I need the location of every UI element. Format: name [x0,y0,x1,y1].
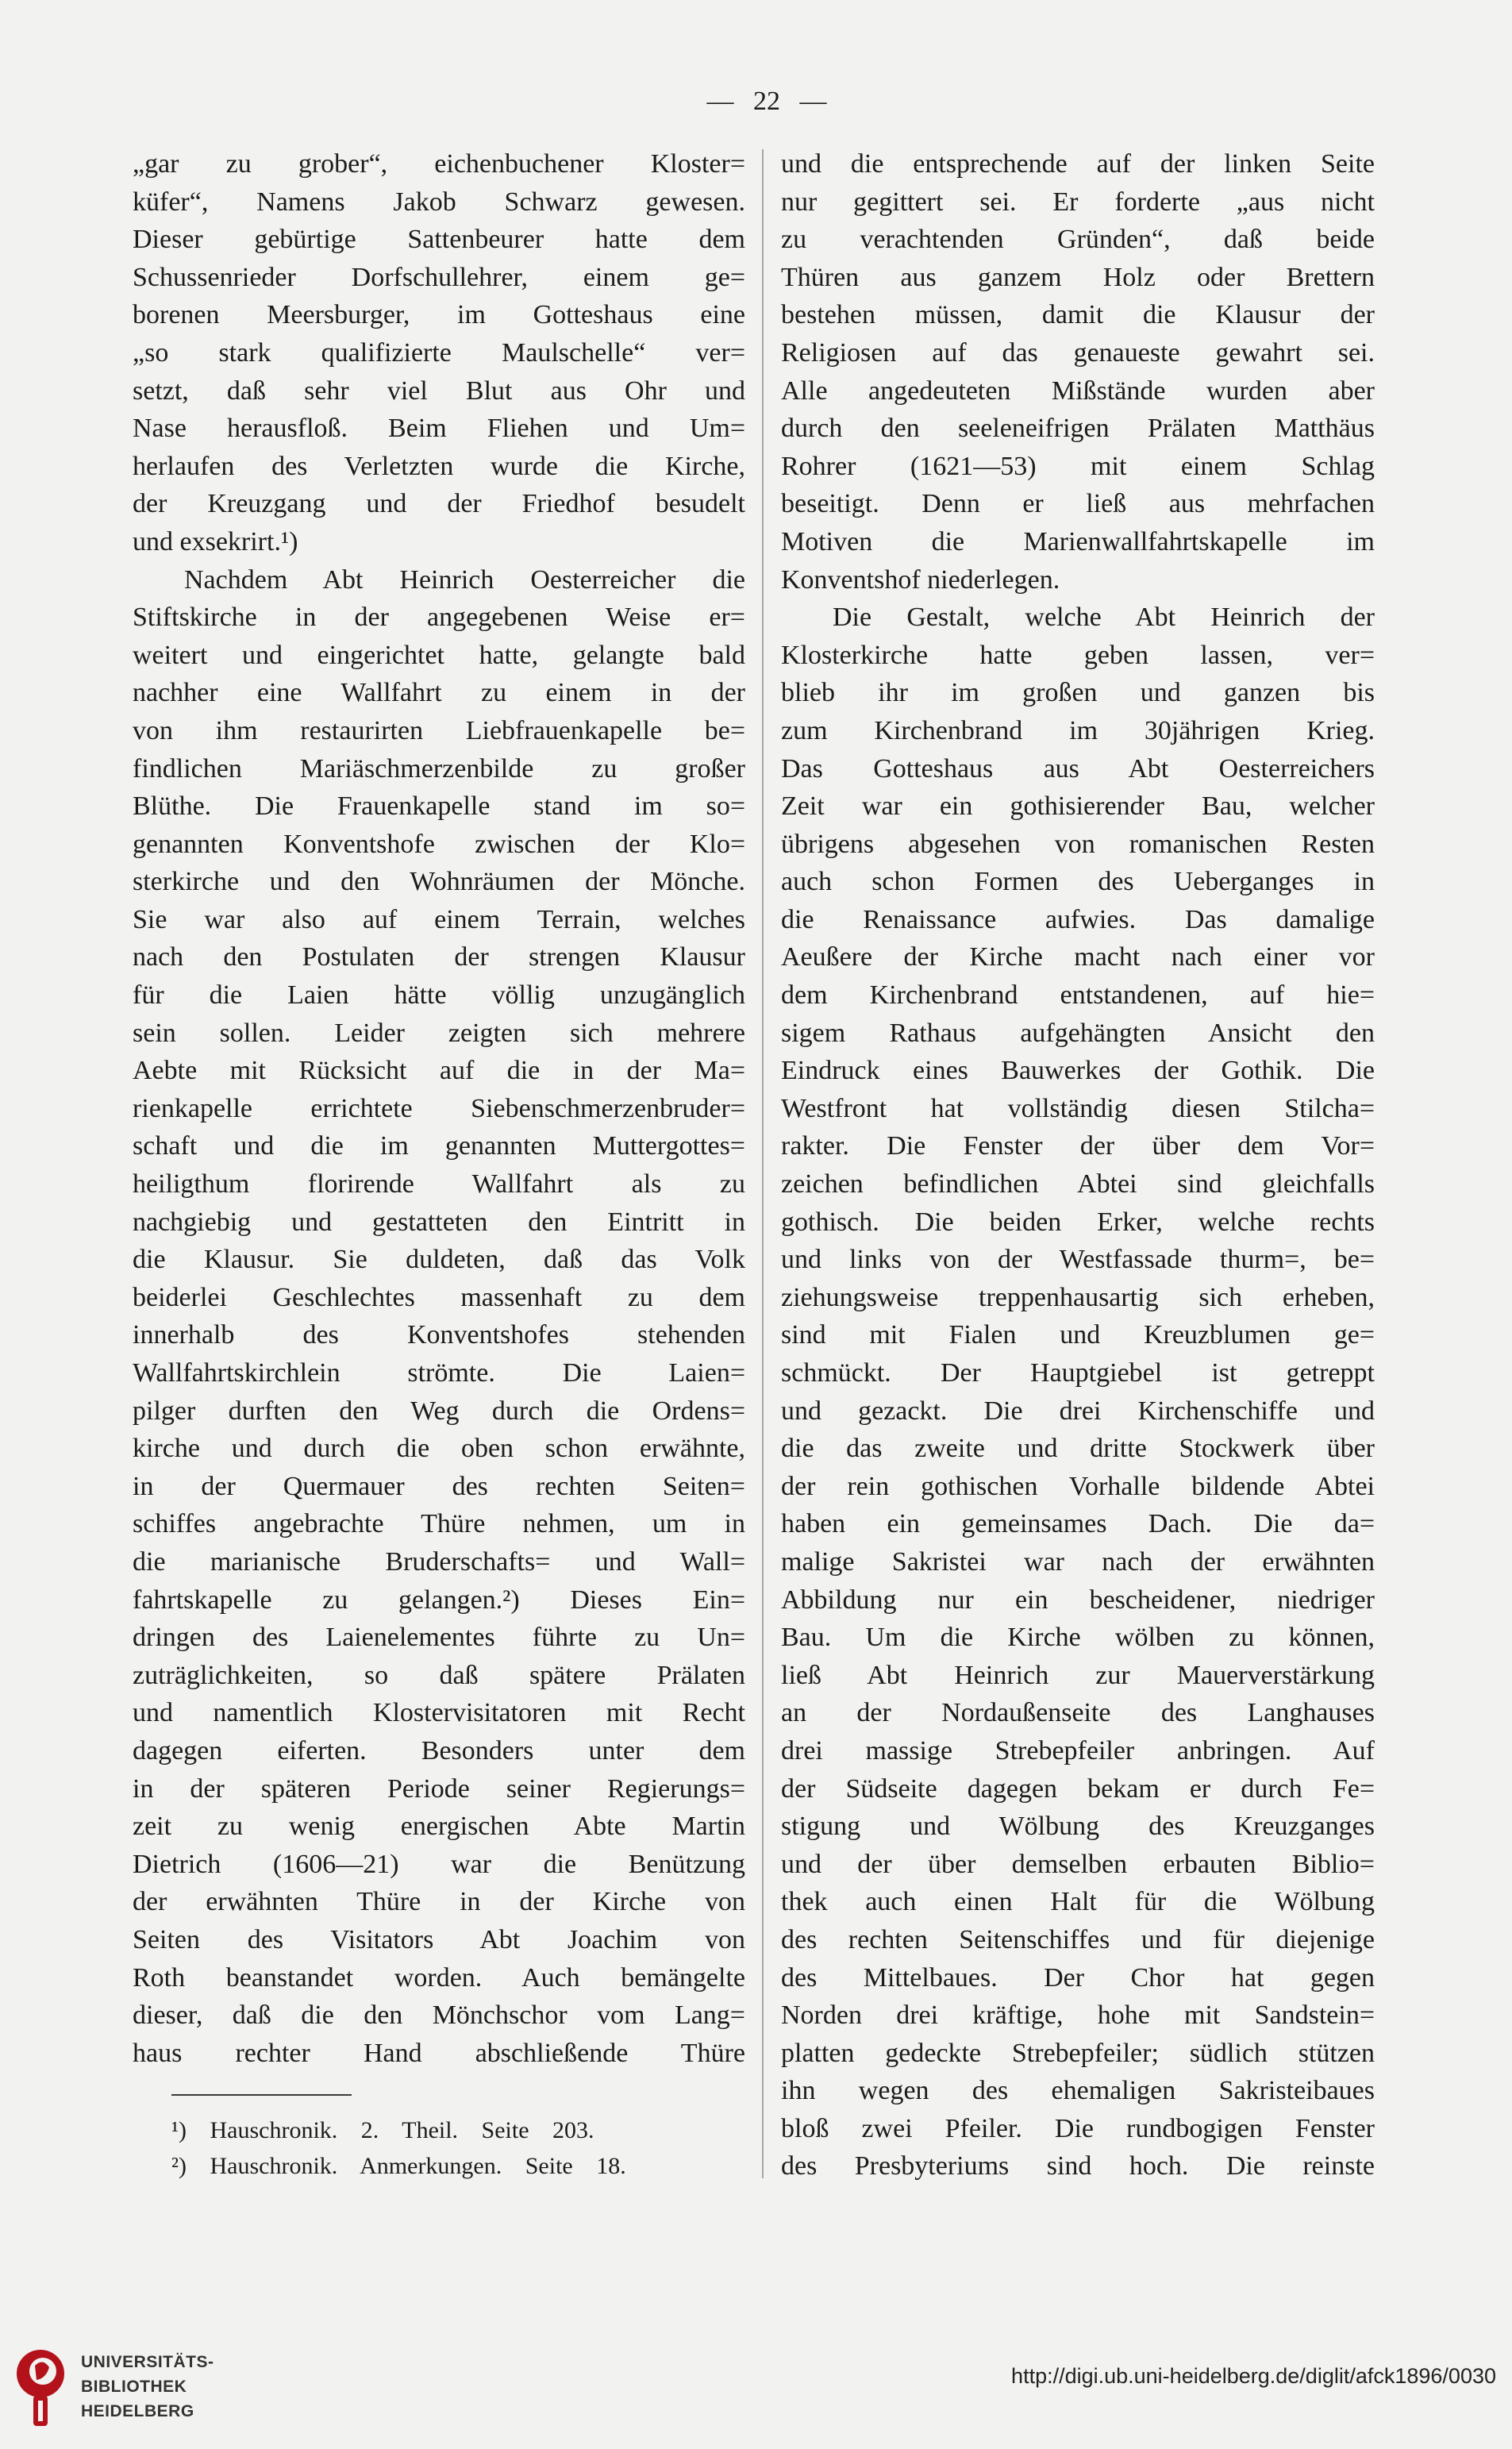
footnote-rule [171,2094,352,2096]
text-line: die Klausur. Sie duldeten, daß das Volk [133,1245,745,1275]
text-line: nachher eine Wallfahrt zu einem in der [133,678,745,708]
text-line: Dieser gebürtige Sattenbeurer hatte dem [133,225,745,255]
text-line: des Presbyteriums sind hoch. Die reinste [781,2151,1375,2181]
text-line: Religiosen auf das genaueste gewahrt sei. [781,337,1375,368]
text-line: und exsekrirt.¹) [133,526,298,556]
text-line: die Renaissance aufwies. Das damalige [781,904,1375,934]
text-line: dagegen eiferten. Besonders unter dem [133,1735,745,1766]
column-divider [762,149,764,2178]
text-line: von ihm restaurirten Liebfrauenkapelle be= [133,715,745,745]
text-line: blieb ihr im großen und ganzen bis [781,678,1375,708]
text-line: Norden drei kräftige, hohe mit Sandstein= [781,2000,1375,2031]
source-url: http://digi.ub.uni-heidelberg.de/diglit/afck1896/0030 [1011,2364,1496,2388]
text-line: gothisch. Die beiden Erker, welche rechts [781,1207,1375,1237]
text-line: stigung und Wölbung des Kreuzganges [781,1812,1375,1842]
text-line: die marianische Bruderschafts= und Wall= [133,1546,745,1577]
text-line: haus rechter Hand abschließende Thüre [133,2038,745,2068]
footnote: ¹) Hauschronik. 2. Theil. Seite 203. [171,2117,594,2143]
text-line: Konventshof niederlegen. [781,564,1060,595]
text-line: Alle angedeuteten Mißstände wurden aber [781,375,1375,406]
text-line: und gezackt. Die drei Kirchenschiffe und [781,1396,1375,1426]
text-line: an der Nordaußenseite des Langhauses [781,1698,1375,1728]
text-line: zeichen befindlichen Abtei sind gleichfalls [781,1169,1375,1199]
text-line: ließ Abt Heinrich zur Mauerverstärkung [781,1660,1375,1690]
text-line: in der Quermauer des rechten Seiten= [133,1471,745,1501]
text-line: nur gegittert sei. Er forderte „aus nicht [781,187,1375,217]
text-line: thek auch einen Halt für die Wölbung [781,1887,1375,1917]
text-line: Westfront hat vollständig diesen Stilcha= [781,1093,1375,1123]
text-line: küfer“, Namens Jakob Schwarz gewesen. [133,187,745,217]
text-line: kirche und durch die oben schon erwähnte, [133,1434,745,1464]
text-line: schaft und die im genannten Muttergottes= [133,1131,745,1161]
text-line: Eindruck eines Bauwerkes der Gothik. Die [781,1056,1375,1086]
text-line: der erwähnten Thüre in der Kirche von [133,1887,745,1917]
text-line: bestehen müssen, damit die Klausur der [781,300,1375,330]
text-line: sein sollen. Leider zeigten sich mehrere [133,1018,745,1048]
text-line: drei massige Strebepfeiler anbringen. Auf [781,1735,1375,1766]
text-line: die das zweite und dritte Stockwerk über [781,1434,1375,1464]
text-line: Seiten des Visitators Abt Joachim von [133,1924,745,1954]
text-line: dieser, daß die den Mönchschor vom Lang= [133,2000,745,2031]
text-line: weitert und eingerichtet hatte, gelangte bald [133,640,745,670]
text-line: Die Gestalt, welche Abt Heinrich der [833,603,1375,633]
text-line: der Südseite dagegen bekam er durch Fe= [781,1773,1375,1804]
text-line: für die Laien hätte völlig unzugänglich [133,980,745,1011]
text-line: Das Gotteshaus aus Abt Oesterreichers [781,753,1375,784]
text-line: dem Kirchenbrand entstandenen, auf hie= [781,980,1375,1011]
text-line: Wallfahrtskirchlein strömte. Die Laien= [133,1358,745,1388]
text-line: beseitigt. Denn er ließ aus mehrfachen [781,489,1375,519]
text-line: sterkirche und den Wohnräumen der Mönche. [133,867,745,897]
right-text-column [781,145,1375,2185]
text-line: genannten Konventshofe zwischen der Klo= [133,829,745,859]
text-line: Rohrer (1621—53) mit einem Schlag [781,451,1375,481]
text-line: Klosterkirche hatte geben lassen, ver= [781,640,1375,670]
footnote: ²) Hauschronik. Anmerkungen. Seite 18. [171,2153,626,2179]
text-line: rienkapelle errichtete Siebenschmerzenbruder= [133,1093,745,1123]
text-line: auch schon Formen des Ueberganges in [781,867,1375,897]
text-line: und links von der Westfassade thurm=, be= [781,1245,1375,1275]
text-line: setzt, daß sehr viel Blut aus Ohr und [133,375,745,406]
text-line: Abbildung nur ein bescheidener, niedriger [781,1585,1375,1615]
text-line: und die entsprechende auf der linken Seite [781,149,1375,179]
text-line: Aeußere der Kirche macht nach einer vor [781,942,1375,972]
text-line: zeit zu wenig energischen Abte Martin [133,1812,745,1842]
library-name-line: UNIVERSITÄTS- [81,2353,214,2371]
text-line: heiligthum florirende Wallfahrt als zu [133,1169,745,1199]
library-name [81,2350,214,2424]
text-line: sind mit Fialen und Kreuzblumen ge= [781,1320,1375,1350]
text-line: des rechten Seitenschiffes und für diejenige [781,1924,1375,1954]
text-line: fahrtskapelle zu gelangen.²) Dieses Ein= [133,1585,745,1615]
text-line: Sie war also auf einem Terrain, welches [133,904,745,934]
text-line: des Mittelbaues. Der Chor hat gegen [781,1962,1375,1993]
text-line: Schussenrieder Dorfschullehrer, einem ge= [133,262,745,292]
text-line: rakter. Die Fenster der über dem Vor= [781,1131,1375,1161]
text-line: malige Sakristei war nach der erwähnten [781,1546,1375,1577]
text-line: Dietrich (1606—21) war die Benützung [133,1849,745,1879]
text-line: pilger durften den Weg durch die Ordens= [133,1396,745,1426]
text-line: nach den Postulaten der strengen Klausur [133,942,745,972]
text-line: innerhalb des Konventshofes stehenden [133,1320,745,1350]
text-line: durch den seeleneifrigen Prälaten Matthäus [781,414,1375,444]
university-library-logo-icon [14,2342,67,2429]
text-line: Roth beanstandet worden. Auch bemängelte [133,1962,745,1993]
text-line: und namentlich Klostervisitatoren mit Recht [133,1698,745,1728]
page-number: — 22 — [706,87,827,116]
text-line: zum Kirchenbrand im 30jährigen Krieg. [781,715,1375,745]
text-line: sigem Rathaus aufgehängten Ansicht den [781,1018,1375,1048]
text-line: Bau. Um die Kirche wölben zu können, [781,1623,1375,1653]
text-line: dringen des Laienelementes führte zu Un= [133,1623,745,1653]
text-line: Aebte mit Rücksicht auf die in der Ma= [133,1056,745,1086]
text-line: schiffes angebrachte Thüre nehmen, um in [133,1509,745,1539]
library-name-line: HEIDELBERG [81,2402,194,2420]
text-line: der rein gothischen Vorhalle bildende Abtei [781,1471,1375,1501]
text-line: ihn wegen des ehemaligen Sakristeibaues [781,2076,1375,2106]
text-line: nachgiebig und gestatteten den Eintritt in [133,1207,745,1237]
text-line: „gar zu grober“, eichenbuchener Kloster= [133,149,745,179]
text-line: findlichen Mariäschmerzenbilde zu großer [133,753,745,784]
text-line: und der über demselben erbauten Biblio= [781,1849,1375,1879]
text-line: schmückt. Der Hauptgiebel ist getreppt [781,1358,1375,1388]
text-line: platten gedeckte Strebepfeiler; südlich stützen [781,2038,1375,2068]
text-line: Thüren aus ganzem Holz oder Brettern [781,262,1375,292]
left-text-column [133,145,745,2072]
text-line: der Kreuzgang und der Friedhof besudelt [133,489,745,519]
text-line: herlaufen des Verletzten wurde die Kirche, [133,451,745,481]
text-line: „so stark qualifizierte Maulschelle“ ver= [133,337,745,368]
text-line: ziehungsweise treppenhausartig sich erheben, [781,1282,1375,1312]
text-line: Zeit war ein gothisierender Bau, welcher [781,791,1375,822]
text-line: Blüthe. Die Frauenkapelle stand im so= [133,791,745,822]
library-name-line: BIBLIOTHEK [81,2378,187,2396]
text-line: Nase herausfloß. Beim Fliehen und Um= [133,414,745,444]
text-line: zuträglichkeiten, so daß spätere Prälaten [133,1660,745,1690]
text-line: haben ein gemeinsames Dach. Die da= [781,1509,1375,1539]
text-line: beiderlei Geschlechtes massenhaft zu dem [133,1282,745,1312]
text-line: borenen Meersburger, im Gotteshaus eine [133,300,745,330]
text-line: Stiftskirche in der angegebenen Weise er= [133,603,745,633]
text-line: Motiven die Marienwallfahrtskapelle im [781,526,1375,556]
text-line: übrigens abgesehen von romanischen Resten [781,829,1375,859]
text-line: Nachdem Abt Heinrich Oesterreicher die [184,564,745,595]
text-line: bloß zwei Pfeiler. Die rundbogigen Fenster [781,2113,1375,2143]
text-line: zu verachtenden Gründen“, daß beide [781,225,1375,255]
text-line: in der späteren Periode seiner Regierungs= [133,1773,745,1804]
